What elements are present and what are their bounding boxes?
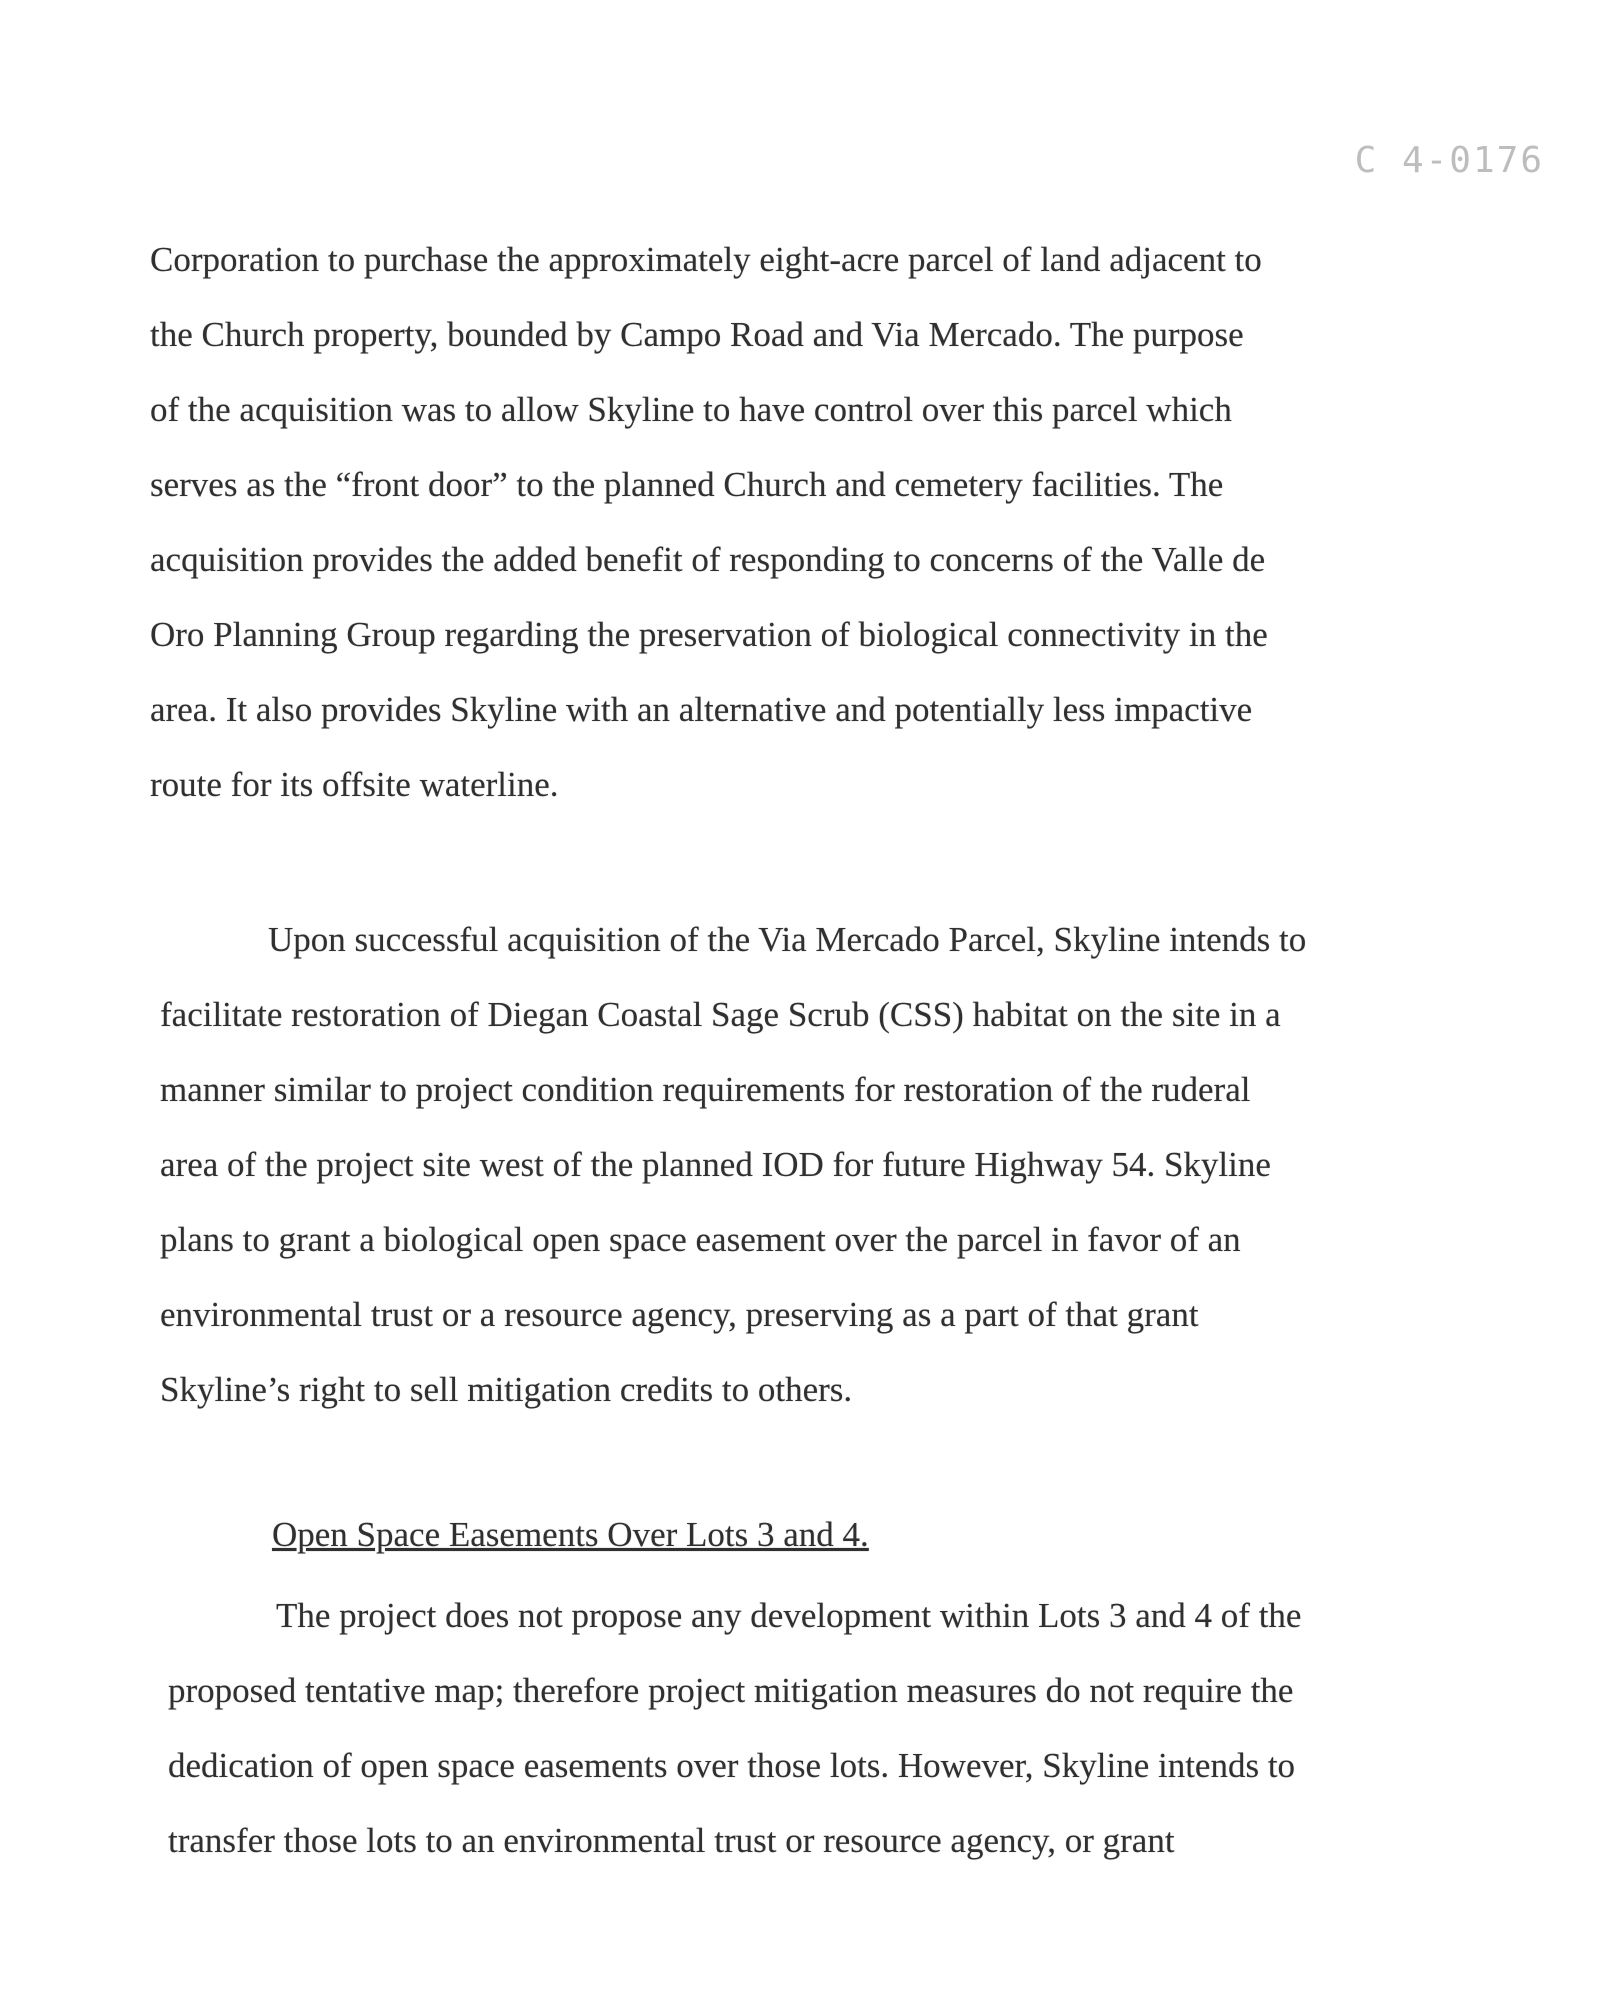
text-line: The project does not propose any development within Lots 3 and 4 of the	[276, 1596, 1302, 1635]
text-line: environmental trust or a resource agency, preserving as a part of that grant	[160, 1295, 1199, 1334]
text-line: transfer those lots to an environmental trust or resource agency, or grant	[168, 1821, 1175, 1860]
text-line: acquisition provides the added benefit of responding to concerns of the Valle de	[150, 540, 1266, 579]
text-line: Skyline’s right to sell mitigation credits to others.	[160, 1370, 853, 1409]
paragraph-1	[150, 222, 1268, 822]
text-line: route for its offsite waterline.	[150, 765, 559, 804]
section-heading: Open Space Easements Over Lots 3 and 4.	[272, 1515, 869, 1554]
text-line: Corporation to purchase the approximately eight-acre parcel of land adjacent to	[150, 240, 1262, 279]
text-line: manner similar to project condition requirements for restoration of the ruderal	[160, 1070, 1251, 1109]
text-line: Oro Planning Group regarding the preservation of biological connectivity in the	[150, 615, 1268, 654]
text-line: dedication of open space easements over those lots. However, Skyline intends to	[168, 1746, 1296, 1785]
text-line: of the acquisition was to allow Skyline to have control over this parcel which	[150, 390, 1232, 429]
text-line: serves as the “front door” to the planned Church and cemetery facilities. The	[150, 465, 1224, 504]
text-line: facilitate restoration of Diegan Coastal Sage Scrub (CSS) habitat on the site in a	[160, 995, 1281, 1034]
text-line: area. It also provides Skyline with an alternative and potentially less impactive	[150, 690, 1253, 729]
text-line: the Church property, bounded by Campo Road and Via Mercado. The purpose	[150, 315, 1244, 354]
paragraph-3	[168, 1578, 1301, 1878]
text-line: proposed tentative map; therefore project mitigation measures do not require the	[168, 1671, 1294, 1710]
paragraph-2	[160, 902, 1306, 1427]
text-line: area of the project site west of the planned IOD for future Highway 54. Skyline	[160, 1145, 1271, 1184]
text-line: plans to grant a biological open space easement over the parcel in favor of an	[160, 1220, 1241, 1259]
text-line: Upon successful acquisition of the Via Mercado Parcel, Skyline intends to	[268, 920, 1307, 959]
page-number-stamp: C 4-0176	[1354, 140, 1544, 181]
